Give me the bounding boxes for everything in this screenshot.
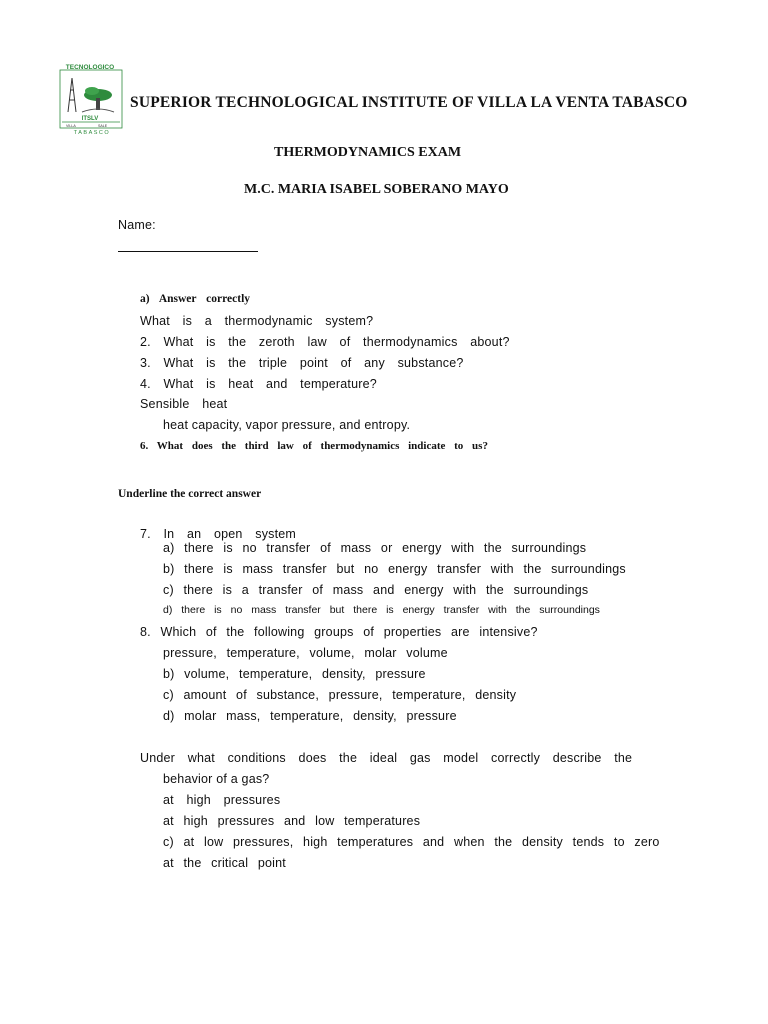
question-4: 4. What is heat and temperature?	[140, 377, 377, 391]
question-5b-heat-capacity: heat capacity, vapor pressure, and entropy.	[163, 418, 411, 432]
question-9-line2: behavior of a gas?	[163, 772, 270, 786]
q8-option-c[interactable]: c) amount of substance, pressure, temperature, density	[163, 688, 517, 702]
q7-option-d[interactable]: d) there is no mass transfer but there is energy transfer with the surroundings	[163, 604, 600, 616]
question-7: 7. In an open system	[140, 527, 297, 541]
q7-option-b[interactable]: b) there is mass transfer but no energy transfer with the surroundings	[163, 562, 626, 576]
teacher-name: M.C. MARIA ISABEL SOBERANO MAYO	[244, 182, 509, 197]
institute-name: SUPERIOR TECHNOLOGICAL INSTITUTE OF VILLA LA VENTA TABASCO	[130, 94, 688, 111]
question-9-line1: Under what conditions does the ideal gas model correctly describe the	[140, 751, 633, 765]
question-1: What is a thermodynamic system?	[140, 314, 374, 328]
logo-place-left: VILLA	[66, 124, 76, 128]
q9-option-d[interactable]: at the critical point	[163, 856, 286, 870]
exam-title: THERMODYNAMICS EXAM	[274, 145, 462, 160]
section-a-heading: a) Answer correctly	[140, 293, 251, 305]
q7-option-c[interactable]: c) there is a transfer of mass and energy with the surroundings	[163, 583, 589, 597]
q9-option-c[interactable]: c) at low pressures, high temperatures and when the density tends to zero	[163, 835, 660, 849]
question-8: 8. Which of the following groups of properties are intensive?	[140, 625, 538, 639]
q7-option-a[interactable]: a) there is no transfer of mass or energy with the surroundings	[163, 541, 587, 555]
section-b-heading: Underline the correct answer	[118, 488, 262, 500]
logo-abbrev: ITSLV	[81, 116, 99, 122]
logo-tower-icon	[68, 78, 76, 112]
logo-top-text: TECNOLOGICO	[65, 64, 115, 71]
institute-logo	[54, 62, 126, 136]
question-6: 6. What does the third law of thermodynamics indicate to us?	[140, 440, 488, 452]
q8-option-b[interactable]: b) volume, temperature, density, pressure	[163, 667, 426, 681]
q9-option-b[interactable]: at high pressures and low temperatures	[163, 814, 421, 828]
question-3: 3. What is the triple point of any substance?	[140, 356, 464, 370]
q8-option-d[interactable]: d) molar mass, temperature, density, pressure	[163, 709, 457, 723]
q8-option-a[interactable]: pressure, temperature, volume, molar volume	[163, 646, 448, 660]
logo-place-right: SALE	[98, 124, 108, 128]
question-2: 2. What is the zeroth law of thermodynamics about?	[140, 335, 510, 349]
name-label: Name:	[118, 218, 156, 232]
logo-state: TABASCO	[73, 130, 111, 136]
name-blank-line[interactable]	[118, 251, 258, 252]
question-5-sensible-heat: Sensible heat	[140, 397, 228, 411]
q9-option-a[interactable]: at high pressures	[163, 793, 281, 807]
